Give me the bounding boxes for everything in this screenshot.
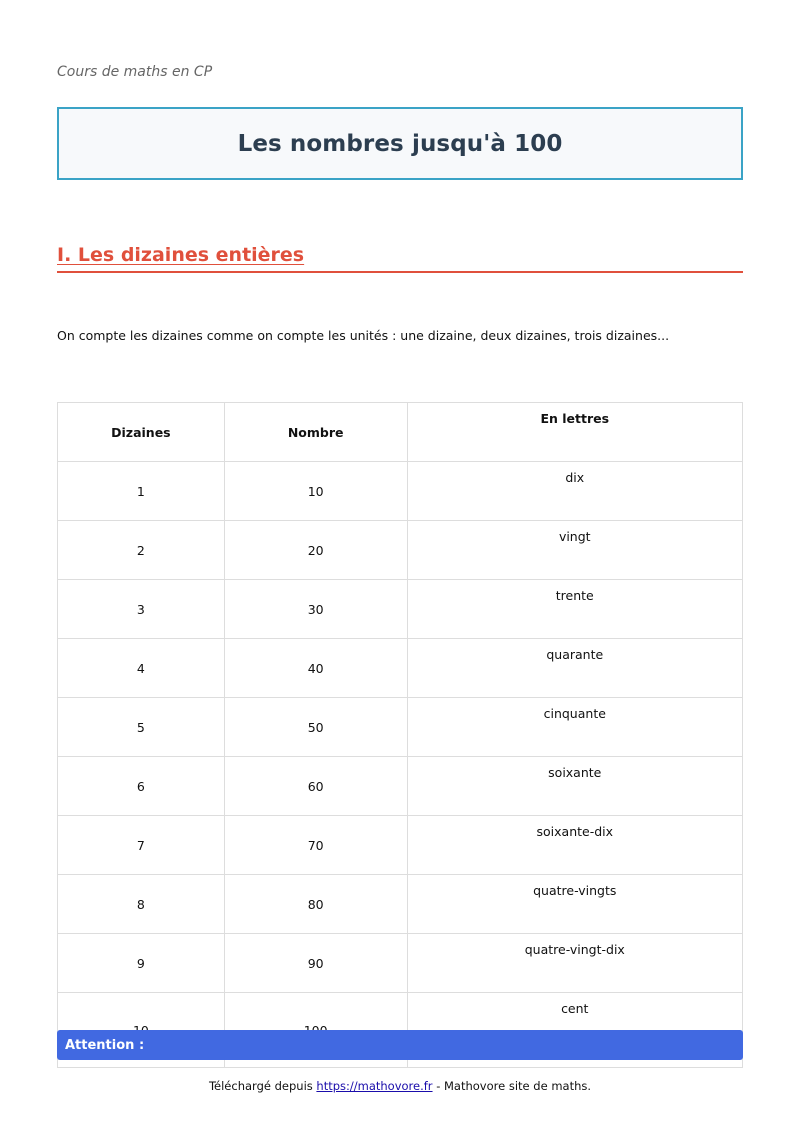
cell-dizaines: 9 [58, 934, 225, 993]
cell-nombre: 90 [224, 934, 407, 993]
table-row [58, 816, 743, 875]
table-row [58, 580, 743, 639]
cell-dizaines: 1 [58, 462, 225, 521]
section-heading [57, 244, 743, 273]
column-header-dizaines: Dizaines [58, 403, 225, 462]
footer-suffix: - Mathovore site de maths. [432, 1079, 592, 1093]
attention-label: Attention : [65, 1037, 145, 1053]
cell-en-lettres: quarante [407, 639, 742, 698]
cell-dizaines: 2 [58, 521, 225, 580]
cell-nombre: 40 [224, 639, 407, 698]
cell-dizaines: 7 [58, 816, 225, 875]
table-row [58, 875, 743, 934]
table-header [58, 403, 743, 462]
cell-dizaines: 4 [58, 639, 225, 698]
section-heading-text: I. Les dizaines entières [57, 244, 305, 266]
cell-nombre: 10 [224, 462, 407, 521]
cell-nombre: 60 [224, 757, 407, 816]
title-box [57, 107, 743, 180]
table-header-row [58, 403, 743, 462]
cell-nombre: 30 [224, 580, 407, 639]
column-header-en-lettres: En lettres [407, 403, 742, 462]
cell-nombre: 80 [224, 875, 407, 934]
attention-box [57, 1030, 743, 1060]
cell-nombre: 70 [224, 816, 407, 875]
cell-en-lettres: dix [407, 462, 742, 521]
cell-dizaines: 3 [58, 580, 225, 639]
table-row [58, 698, 743, 757]
table-row [58, 934, 743, 993]
intro-paragraph: On compte les dizaines comme on compte les unités : une dizaine, deux dizaines, trois dizaines... [57, 328, 670, 343]
cell-en-lettres: soixante [407, 757, 742, 816]
cell-nombre: 20 [224, 521, 407, 580]
footer-link[interactable]: https://mathovore.fr [316, 1079, 433, 1093]
table-row [58, 521, 743, 580]
cell-nombre: 50 [224, 698, 407, 757]
cell-dizaines: 5 [58, 698, 225, 757]
cell-en-lettres: quatre-vingt-dix [407, 934, 742, 993]
page-title: Les nombres jusqu'à 100 [237, 130, 563, 157]
table-body [58, 462, 743, 1068]
cell-en-lettres: vingt [407, 521, 742, 580]
cell-en-lettres: cent [407, 993, 742, 1068]
table-row [58, 757, 743, 816]
cell-en-lettres: quatre-vingts [407, 875, 742, 934]
table-row [58, 462, 743, 521]
column-header-nombre: Nombre [224, 403, 407, 462]
table-row [58, 639, 743, 698]
footer [0, 1079, 800, 1093]
tens-table [57, 402, 743, 1068]
cell-en-lettres: cinquante [407, 698, 742, 757]
cell-en-lettres: soixante-dix [407, 816, 742, 875]
course-label: Cours de maths en CP [57, 64, 213, 80]
footer-prefix: Téléchargé depuis [208, 1079, 317, 1093]
cell-en-lettres: trente [407, 580, 742, 639]
cell-dizaines: 8 [58, 875, 225, 934]
cell-dizaines: 6 [58, 757, 225, 816]
